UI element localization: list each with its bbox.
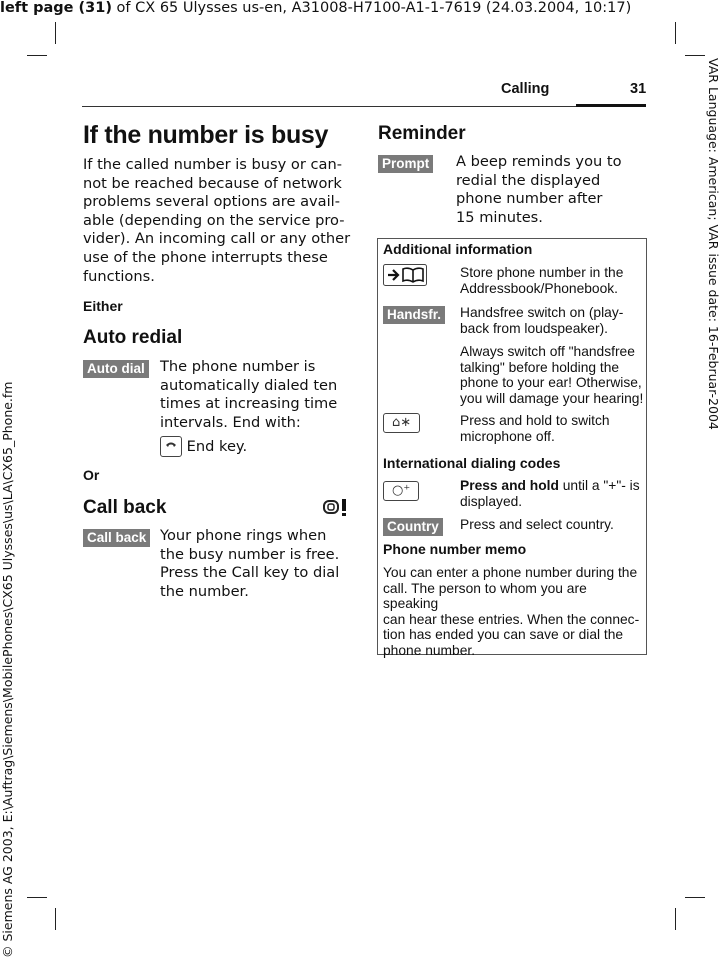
intl-heading: International dialing codes xyxy=(383,455,561,471)
handsfree-softkey[interactable]: Handsfr. xyxy=(383,306,445,324)
memo-text xyxy=(383,565,645,659)
zero-plus-key-icon: ○⁺ xyxy=(383,481,419,501)
auto-dial-softkey-wrap xyxy=(83,358,149,378)
additional-info-box xyxy=(377,238,647,658)
mute-key-icon xyxy=(383,411,420,433)
plus-key-wrap xyxy=(383,479,419,501)
intro-paragraph xyxy=(83,156,353,286)
prompt-softkey[interactable]: Prompt xyxy=(378,155,433,173)
text-line: tion has ended you can save or dial the xyxy=(383,627,624,643)
call-back-text xyxy=(160,527,355,601)
country-softkey[interactable]: Country xyxy=(383,518,443,536)
end-key-label: End key. xyxy=(186,438,248,455)
mic-text xyxy=(460,413,610,444)
handsfree-text xyxy=(460,305,623,336)
store-text xyxy=(460,265,623,296)
page-title: If the number is busy xyxy=(83,121,329,149)
text-line: A beep reminds you to xyxy=(456,153,622,170)
text-line: able (depending on the service pro- xyxy=(83,211,345,229)
crop-mark xyxy=(27,55,47,56)
reminder-heading: Reminder xyxy=(378,123,466,144)
text-line: You can enter a phone number during the xyxy=(383,565,638,580)
call-back-softkey-wrap xyxy=(83,527,150,547)
text-line: 15 minutes. xyxy=(456,208,543,226)
country-softkey-wrap xyxy=(383,516,443,536)
or-label: Or xyxy=(83,467,100,483)
text-line: times at increasing time xyxy=(160,395,338,413)
text-line: the busy number is free. xyxy=(160,545,340,563)
store-to-phonebook-icon xyxy=(383,264,427,290)
crop-mark xyxy=(55,22,56,44)
memo-heading: Phone number memo xyxy=(383,541,527,557)
running-header-bold: left page (31) xyxy=(0,0,112,16)
text-line: Handsfree switch on (play- xyxy=(460,305,624,320)
handsfree-warning xyxy=(460,344,644,406)
text-line: phone to your ear! Otherwise, xyxy=(460,375,642,391)
text-line: not be reached because of network xyxy=(83,174,342,192)
plus-text-rest: until a "+"- is xyxy=(558,478,640,493)
text-line: Press the Call key to dial xyxy=(160,564,340,582)
text-line: the number. xyxy=(160,582,249,600)
text-line: phone number after xyxy=(456,190,603,208)
text-line: back from loudspeaker). xyxy=(460,320,608,336)
crop-mark xyxy=(27,897,47,898)
text-line: functions. xyxy=(83,267,155,285)
either-label: Either xyxy=(83,298,123,314)
header-rule xyxy=(82,106,646,107)
text-line: call. The person to whom you are speaking xyxy=(383,580,587,612)
text-line: Press and hold to switch xyxy=(460,413,610,428)
text-line: Always switch off "handsfree xyxy=(460,344,635,359)
crop-mark xyxy=(685,55,705,56)
text-line: can hear these entries. When the connec- xyxy=(383,611,640,627)
text-line: Store phone number in the xyxy=(460,265,624,280)
header-rule-accent xyxy=(576,104,646,107)
text-line: automatically dialed ten xyxy=(160,376,338,394)
text-line: Addressbook/Phonebook. xyxy=(460,280,619,296)
country-text: Press and select country. xyxy=(460,517,614,532)
call-back-softkey[interactable]: Call back xyxy=(83,529,150,547)
side-text-right: VAR Language: American; VAR issue date: 16-Februar-2004 xyxy=(706,58,721,430)
text-line: problems several options are avail- xyxy=(83,193,340,211)
text-line: use of the phone interrupts these xyxy=(83,248,328,266)
running-header-rest: of CX 65 Ulysses us-en, A31008-H7100-A1-1-7619 (24.03.2004, 10:17) xyxy=(111,0,632,16)
box-title: Additional information xyxy=(383,241,533,257)
network-service-icon xyxy=(323,497,349,521)
end-key-icon xyxy=(160,436,182,457)
side-text-left: © Siemens AG 2003, E:\Auftrag\Siemens\MobilePhones\CX65 Ulysses\us\LA\CX65_Phone.fm xyxy=(0,381,15,958)
crop-mark xyxy=(685,897,705,898)
handsfree-softkey-wrap xyxy=(383,304,445,324)
page-number: 31 xyxy=(630,81,647,97)
crop-mark xyxy=(675,908,676,930)
plus-text xyxy=(460,478,640,509)
text-line: If the called number is busy or can- xyxy=(83,156,342,173)
star-key-icon: ⌂∗ xyxy=(383,413,420,433)
text-line: displayed. xyxy=(460,493,523,509)
text-line: talking" before holding the xyxy=(460,359,620,375)
text-line: redial the displayed xyxy=(456,171,601,189)
running-header xyxy=(0,0,631,16)
call-back-heading: Call back xyxy=(83,497,167,518)
text-line: vider). An incoming call or any other xyxy=(83,230,351,248)
plus-text-bold: Press and hold xyxy=(460,478,559,493)
text-line: The phone number is xyxy=(160,358,316,375)
crop-mark xyxy=(55,908,56,930)
text-line: phone number. xyxy=(383,642,476,658)
auto-dial-softkey[interactable]: Auto dial xyxy=(83,360,149,378)
crop-mark xyxy=(675,22,676,44)
auto-redial-heading: Auto redial xyxy=(83,327,183,348)
text-line: Your phone rings when xyxy=(160,527,327,544)
text-line: you will damage your hearing! xyxy=(460,390,644,406)
prompt-softkey-wrap xyxy=(378,153,433,173)
auto-redial-text xyxy=(160,358,350,432)
text-line: microphone off. xyxy=(460,428,555,444)
text-line: intervals. End with: xyxy=(160,413,301,431)
end-key-line xyxy=(160,436,247,457)
reminder-text xyxy=(456,153,641,227)
section-title: Calling xyxy=(501,81,550,97)
